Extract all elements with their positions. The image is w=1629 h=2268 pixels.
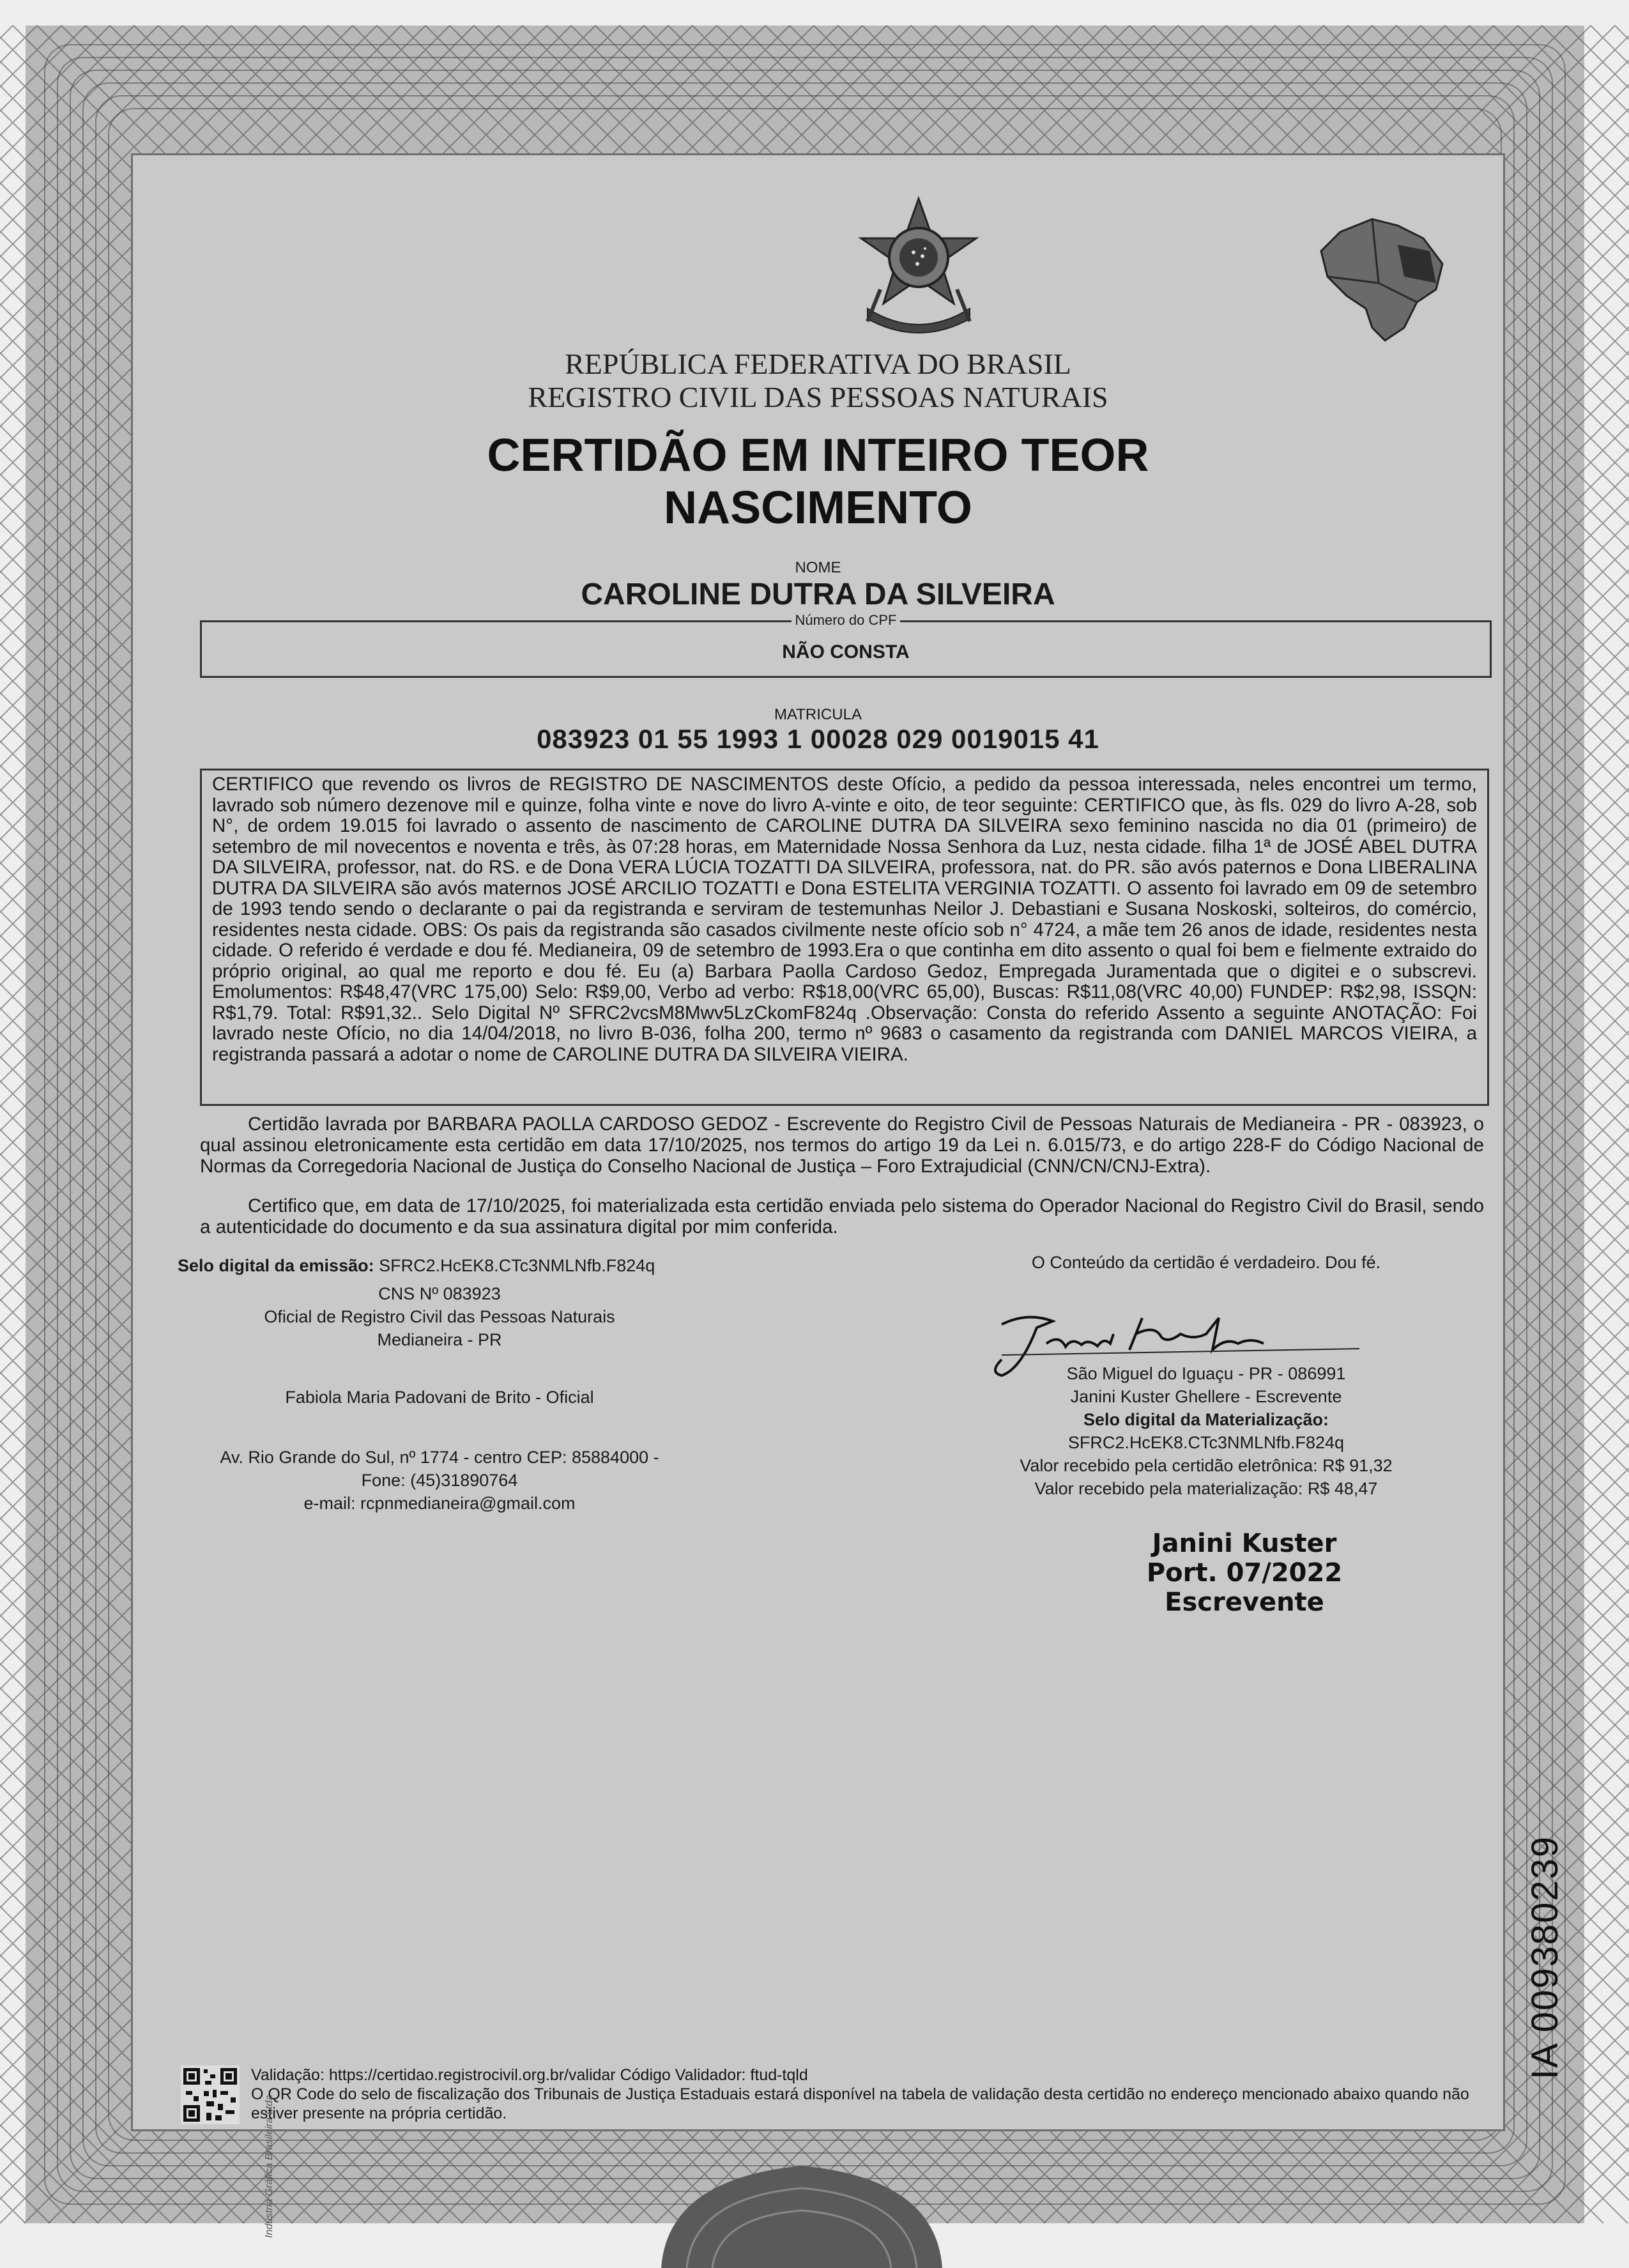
republic-title: REPÚBLICA FEDERATIVA DO BRASIL [565, 348, 1071, 380]
validation-url-line: Validação: https://certidao.registrocivil.org.br/validar Código Validador: ftud-tqld [251, 2066, 808, 2084]
matricula-label: MATRICULA [774, 706, 862, 723]
certificate-subtitle: NASCIMENTO [664, 482, 972, 533]
emission-seal-value: SFRC2.HcEK8.CTc3NMLNfb.F824q [379, 1256, 655, 1275]
bottom-security-seal-icon [648, 2153, 955, 2268]
materialization-paragraph: Certifico que, em data de 17/10/2025, foi materializada esta certidão enviada pelo sistema do Operador Nacional do Registro Civil do Brasil, sendo a autenticidade do documento e da sua assinatura digital por mim conferida. [200, 1195, 1484, 1237]
security-paper-serial: IA 009380239 [1524, 1835, 1566, 2080]
certificate-title: CERTIDÃO EM INTEIRO TEOR [487, 430, 1149, 481]
person-name: CAROLINE DUTRA DA SILVEIRA [581, 578, 1055, 611]
cpf-value: NÃO CONSTA [782, 641, 910, 663]
certificate-inner-panel [131, 153, 1505, 2238]
office-address: Av. Rio Grande do Sul, nº 1774 - centro CEP: 85884000 - [220, 1448, 659, 1467]
registry-title: REGISTRO CIVIL DAS PESSOAS NATURAIS [528, 381, 1108, 413]
value-electronic: Valor recebido pela certidão eletrônica: R$ 91,32 [1020, 1456, 1393, 1475]
matricula-number: 083923 01 55 1993 1 00028 029 0019015 41 [537, 724, 1099, 754]
emission-seal-label: Selo digital da emissão: [178, 1256, 374, 1275]
faith-statement: O Conteúdo da certidão é verdadeiro. Dou fé. [1031, 1253, 1381, 1272]
office-city: Medianeira - PR [377, 1330, 502, 1349]
materialization-seal-label: Selo digital da Materialização: [1083, 1410, 1329, 1429]
cns-number: CNS Nº 083923 [378, 1284, 501, 1303]
office-official: Fabiola Maria Padovani de Brito - Oficial [285, 1388, 594, 1407]
cpf-label: Número do CPF [792, 612, 901, 628]
office-name: Oficial de Registro Civil das Pessoas Naturais [264, 1307, 615, 1326]
cpf-label-wrap [202, 612, 1490, 629]
brazil-map-icon [1302, 206, 1455, 353]
printer-mark: Indústria Gráfica Brasileira Ltda [264, 2094, 275, 2238]
validation-notice [251, 2065, 1484, 2123]
cpf-box [200, 612, 1492, 678]
clerk-location: São Miguel do Iguaçu - PR - 086991 [1066, 1364, 1346, 1383]
materialization-seal-value: SFRC2.HcEK8.CTc3NMLNfb.F824q [1067, 1433, 1345, 1452]
issuance-paragraph: Certidão lavrada por BARBARA PAOLLA CARDOSO GEDOZ - Escrevente do Registro Civil de Pessoas Naturais de Medianeira - PR - 083923, o qual assinou eletronicamente esta certidão em data 17/10/2025, nos termos do artigo 19 da Lei n. 6.015/73, e do artigo 228-F do Código Nacional de Normas da Corregedoria Nacional de Justiça do Conselho Nacional de Justiça – Foro Extrajudicial (CNN/CN/CNJ-Extra). [200, 1114, 1484, 1177]
stamp-portaria: Port. 07/2022 [1146, 1558, 1343, 1588]
clerk-stamp [1110, 1529, 1379, 1617]
validation-qr-note: O QR Code do selo de fiscalização dos Tribunais de Justiça Estaduais estará disponível na tabela de validação desta certidão no endereço mencionado abaixo quando não estiver presente na própria certidão. [251, 2085, 1469, 2122]
office-phone: Fone: (45)31890764 [361, 1471, 518, 1490]
stamp-name: Janini Kuster [1152, 1529, 1337, 1558]
stamp-role: Escrevente [1165, 1588, 1324, 1617]
certificate-body-text: CERTIFICO que revendo os livros de REGISTRO DE NASCIMENTOS deste Ofício, a pedido da pessoa interessada, neles encontrei um termo, lavrado sob número dezenove mil e quinze, folha vinte e nove do livro A-vinte e oito, de teor seguinte: CERTIFICO que, às fls. 029 do livro A-28, sob N°, de ordem 19.015 foi lavrado o assento de nascimento de CAROLINE DUTRA DA SILVEIRA sexo feminino nascida no dia 01 (primeiro) de setembro de mil novecentos e noventa e três, às 07:28 horas, em Maternidade Nossa Senhora da Luz, nesta cidade. filha 1ª de JOSÉ ABEL DUTRA DA SILVEIRA, professor, nat. do RS. e de Dona VERA LÚCIA TOZATTI DA SILVEIRA, professora, nat. do PR. são avós paternos e Dona LIBERALINA DUTRA DA SILVEIRA são avós maternos JOSÉ ARCILIO TOZATTI e Dona ESTELITA VERGINIA TOZATTI. O assento foi lavrado em 09 de setembro de 1993 tendo sendo o declarante o pai da registranda e serviram de testemunhas Neilor J. Debastiani e Susana Noskoski, solteiros, do comércio, residentes nesta cidade. OBS: Os pais da registranda são casados civilmente neste ofício sob n° 4724, a mãe tem 26 anos de idade, residentes nesta cidade. O referido é verdade e dou fé. Medianeira, 09 de setembro de 1993.Era o que continha em dito assento o qual foi bem e fielmente extraido do próprio original, ao qual me reporto e dou fé. Eu (a) Barbara Paolla Cardoso Gedoz, Empregada Juramentada que o digitei e o subscrevi. Emolumentos: R$48,47(VRC 175,00) Selo: R$9,00, Verbo ad verbo: R$18,00(VRC 65,00), Buscas: R$11,08(VRC 40,00) FUNDEP: R$2,98, ISSQN: R$1,79. Total: R$91,32.. Selo Digital Nº SFRC2vcsM8Mwv5LzCkomF824q .Observação: Consta do referido Assento a seguinte ANOTAÇÃO: Foi lavrado neste Ofício, no dia 14/04/2018, no livro B-036, folha 200, termo nº 9683 o casamento da registranda com DANIEL MARCOS VIEIRA, a registranda passará a adotar o nome de CAROLINE DUTRA DA SILVEIRA VIEIRA. [200, 769, 1489, 1106]
emission-seal [178, 1254, 655, 1277]
clerk-name: Janini Kuster Ghellere - Escrevente [1070, 1387, 1342, 1406]
office-email: e-mail: rcpnmedianeira@gmail.com [303, 1494, 576, 1513]
value-materialization: Valor recebido pela materialização: R$ 48,47 [1034, 1479, 1378, 1498]
certificate-sheet [26, 26, 1584, 2238]
qr-code-icon [181, 2065, 240, 2124]
name-label: NOME [795, 559, 841, 576]
brazil-coat-of-arms-icon [842, 194, 995, 341]
